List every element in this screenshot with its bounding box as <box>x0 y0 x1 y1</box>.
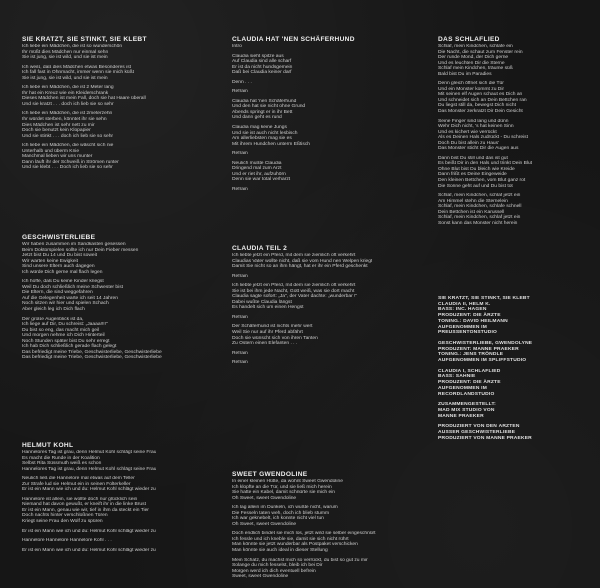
song-title: SWEET GWENDOLINE <box>232 471 308 478</box>
song-sweet-gwendoline <box>232 470 376 580</box>
stanza: Seine Finger sind lang und dünn Wehr Dich nicht, 's hat keinen Sinn Und es kichert wie verrückt Als es Deinen Hals zudrückt - Du schreist Doch Du bist allein zu Haus' Das Monster sticht Dir die Augen aus <box>438 118 528 152</box>
stanza: Schlaf, mein Kindchen, schlaf jetzt ein Am Himmel stehn die Sternelein Schlaf, mein Kindchen, schlafe schnell Dein Bettchen ist ein Karussell Schlaf, mein Kindchen, schlaf jetzt ein Sonst kann das Monster nicht herein <box>438 193 522 226</box>
stanza: Ich liebe ein Mädchen, die ist so wunderschön Ihr müßt dies Mädchen nur einmal sehn Sie ist jung, sie ist wild, und sie ist mein <box>22 44 123 61</box>
stanza: Ich weiß, daß dies Mädchen etwas Besonderes ist Ich fall fast in Ohnmacht, immer wenn sie mich küßt Sie ist jung, sie ist wild, und sie ist mein <box>22 64 134 81</box>
credits-block <box>438 296 532 441</box>
song-helmut-kohl <box>22 441 156 553</box>
song-das-schlaflied <box>438 35 532 226</box>
credits-entry: SIE KRATZT, SIE STINKT, SIE KLEBT CLAUDIA II, HELM K. BASS: INC. HAGEN PRODUZENT: DIE ÄRZTE TONING.: DAVID HEILMANN AUFGENOMMEN IM PREUSSENTONSTUDIO <box>438 296 530 336</box>
stanza: Ich hoffe, daß Du keine Kinder kriegst Weil Du doch schließlich meine Schwester bist Die Eltern, die sind weggefahren Auf die Gelegenheit warte ich seit 14 Jahren Noch sitzen wir hier und spielen Schach Aber gleich leg ich Dich flach <box>22 279 124 313</box>
stanza: Intro <box>232 44 242 49</box>
stanza: Denn gleich öffnet sich die Tür Und ein Monster kommt zu Dir Mit seinen elf Augen schaut es Dich an Und schneidet sich an Dein Bettchen ran Du liegst still da, bewegst Dich nicht Das Monster zerkratzt Dir Dein Gesicht <box>438 81 527 115</box>
stanza: Hannelore Hannelore Hannelore Kohl . . . <box>22 538 112 544</box>
stanza: Ich liebe ein Mädchen, die wäscht sich nie Unterhalb und überm Knie Manchmal lieben wir uns munter Dann läuft ihr der Schweiß in Strömen runter Und sie klebt . . . Doch ich lieb sie so sehr <box>22 143 119 171</box>
song-claudia-schaeferhund <box>232 35 355 192</box>
stanza: Wir haben zusammen im Sandkasten gesessen Beim Doktorspielen sollte ich nur Dein Fieber messen Jetzt bist Du 14 und Du bist soweit Wir warten keine Ewigkeit Sind unsere Eltern auch dagegen Ich würde Dich gerne mal flach legen <box>22 242 139 275</box>
stanza: Ich liebe ein Mädchen, die ist 2 Meter lang Ihr hat ein Kreuz wie ein Kleiderschrank Dieses Mädchen ist mein Fall, doch sie hat Haare überall Und sie kratzt . . . doch ich lieb sie so sehr <box>22 85 146 107</box>
stanza: Refrain <box>232 360 248 366</box>
stanza: Dann bist Du still und das ist gut Es beißt Dir in den Hals und trinkt Dein Blut Ohne Blut bist Du bleich wie Kreide Dann frißt es Deine Eingeweide Den kleinen Bettchen, vom Blut ganz rot Die Sonne geht auf und Du bist tot <box>438 155 533 189</box>
stanza: Ich liebte jetzt ein Pferd, mit dem sie ziemlich oft verkehrt Sie ist bei ihm jede Nacht, Gott weiß, was sie dort macht Claudia sagte sofort: „Ja", der Vater dachte: „wunderbar !" Dabei wußte Claudia längst Es handelt sich um einen Hengst <box>232 283 358 311</box>
credits-entry: GESCHWISTERLIEBE, GWENDOLYNE PRODUZENT: MANNE PRAEKER TONING.: JENS TRÖNDLE AUFGENOMMEN IM SPLIFFSTUDIO <box>438 340 533 364</box>
song-title: CLAUDIA TEIL 2 <box>232 245 288 252</box>
song-geschwisterliebe <box>22 233 162 361</box>
stanza: Ich liebte jetzt ein Pferd, mit dem sie ziemlich oft verkehrt Claudias Vater wollte nicht, daß sie vom Hund nen Welpen kriegt Damit Sie nicht so an ihm hängt, hat er ihr ein Pferd geschenkt <box>232 253 373 270</box>
song-title: HELMUT KOHL <box>22 442 74 449</box>
stanza: Claudia hat 'nen Schäferhund Und den hat sie nicht ohne Grund Abends springt er in ihr Bett Und dann geht es rund <box>232 98 306 121</box>
song-title: CLAUDIA HAT 'NEN SCHÄFERHUND <box>232 36 355 43</box>
credits-entry: CLAUDIA I, SCHLAFLIED BASS: SAHNIE PRODUZENT: DIE ÄRZTE AUFGENOMMEN IM RECORDLANDSTUDIO <box>438 368 501 397</box>
credits-entry: PRODUZIERT VON DEN ÄRZTEN AUSSER GESCHWISTERLIEBE PRODUZIERT VON MANNE PRAEKER <box>438 424 532 441</box>
stanza: Refrain <box>232 273 248 279</box>
stanza: Neulich ließ die Hannelore mal etwas auf dem Teller Zur Strafe lud sie Helmut ein in seinen Folterkeller Er ist ein Mann wie ich und du: Helmut Kohl schlägt wieder zu <box>22 476 156 493</box>
stanza: Er ist ein Mann wie ich und du: Helmut Kohl schlägt wieder zu <box>22 547 156 553</box>
stanza: Refrain <box>232 186 248 192</box>
stanza: Claudia sieht spitze aus Auf Claudia sind alle scharf Er ist da nicht hundsgemein Daß bei Claudia keiner darf <box>232 53 293 76</box>
stanza: Hannelore ist allein, sie wollte doch nur glücklich sein Niemand hat davon gewußt, er kneift ihr in die linke Brust Er ist ein Mann, genau wie wir, tief in ihm da steckt ein Tier Doch nachts hinter verschloßnen Türen Kriegt seine Frau den Wolf zu spüren <box>22 496 149 525</box>
stanza: Hannelores Tag ist grau, denn Helmut Kohl schlägt seine Frau Es macht die Runde in der Koalition Selbst Rita Süssmuth weiß es schon Hannelores Tag ist grau, denn Helmut Kohl schlägt seine Frau <box>22 450 157 472</box>
stanza: Mein Schatz, du machst mich so verrückt, du bist so gut zu mir Solange du mich fesselst, bleib ich bei Dir Morgen werd ich dich eventuell befrein Sweet, sweet Gwendoline <box>232 557 368 580</box>
stanza: Der große Augenblick ist da, Ich liege auf Dir, Du schreist: „Jaaaa!!!!" Du bist so eng, das macht mich geil Und morgen nehme ich Dich Hinterteil Noch Stunden später bist Du sehr erregt Ich hab Dich schließlich gerade flach gelegt Das befriedigt meine Triebe, Geschwisterliebe, Geschwisterliebe Das befriedigt meine Triebe, Geschwisterliebe, Geschwisterliebe <box>22 316 162 361</box>
stanza: Der Schäferhund ist nichts mehr wert Weil Sie nur auf ihr Pferd abfährt Doch sie wünscht sich von ihren Tanten Zu Ostern einen Elefanten . . . <box>232 324 318 347</box>
song-title: GESCHWISTERLIEBE <box>22 234 96 241</box>
stanza: Ich lag allein im Dunkeln, ich wußte nicht, warum Die Fesseln taten weh, doch ich blieb stumm Ich war geknebelt, ich konnte nicht viel tun Oh Sweet, sweet Gwendoline <box>232 505 338 527</box>
stanza: Refrain <box>232 151 248 157</box>
stanza: Refrain <box>232 314 248 320</box>
stanza: Schlaf, mein Kindchen, schlafe ein Die Nacht, die schaut zum Fenster rein Der runde Mond, der Dich gerne Und es leuchten Dir die Sterne Schlaf mein Kindchen, träume süß Bald bist Du im Paradies <box>438 44 523 77</box>
stanza: Claudia mag keine Jungs Und sie ist auch nicht lesbisch Am allerliebsten mag sie es Mit ihrem Hundchen unterm Eßtisch <box>232 125 311 147</box>
stanza: In einer kleinen Hütte, da wohnt Sweet Gwendoline Ich klopfte an die Tür, und sie ließ mich herein Sie hatte ein Kabel, damit schnürte sie mich ein Oh Sweet, sweet Gwendoline <box>232 479 343 501</box>
stanza: Ich liebe ein Mädchen, die ist 2meterzehn Ihr würdet sterben, könntet ihr sie sehn Dies Mädchen ist sehr nett zu mir Doch sie benutzt kein Klopapier Und sie stinkt . . . doch ich lieb sie so sehr <box>22 111 114 139</box>
song-claudia-teil-2 <box>232 244 372 366</box>
stanza: Neulich mußte Claudia Dringend mal zum Arzt Und er riet ihr, aufzuhörn Denn sie war total verharzt <box>232 160 291 183</box>
song-title: SIE KRATZT, SIE STINKT, SIE KLEBT <box>22 36 147 43</box>
stanza: Er ist ein Mann wie ich und du: Helmut Kohl schlägt wieder zu <box>22 528 156 534</box>
stanza: Refrain <box>232 350 248 356</box>
stanza: Refrain <box>232 89 248 95</box>
song-title: DAS SCHLAFLIED <box>438 36 500 43</box>
stanza: Doch endlich bindet sie mich los, jetzt wird sie selber eingeschnürt Ich fessle und ich kneble sie, damit sie sich nicht rührt Man könnte sie jetzt wunderbar als Postpaket verschicken Man könnte sie auch ideal in dieser Stellung <box>232 531 376 554</box>
credits-entry: ZUSAMMENGESTELLT: MAD MIX STUDIO VON MANNE PRAEKER <box>438 402 496 419</box>
song-sie-kratzt <box>22 35 147 171</box>
stanza: Denn . . . <box>232 79 252 85</box>
